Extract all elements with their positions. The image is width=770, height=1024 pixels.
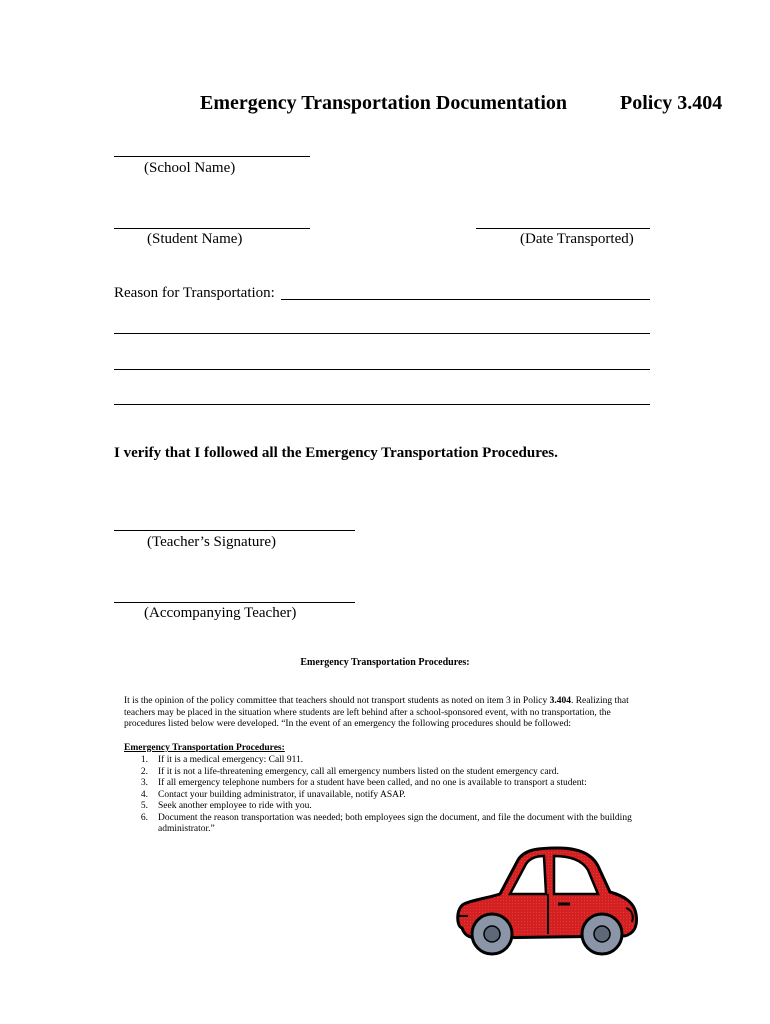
red-car-icon	[448, 842, 648, 962]
list-item-number: 3.	[140, 778, 148, 788]
list-item-text: Contact your building administrator, if unavailable, notify ASAP.	[158, 789, 406, 800]
list-item-text: Seek another employee to ride with you.	[158, 801, 312, 811]
reason-label: Reason for Transportation:	[114, 285, 275, 301]
accompanying-teacher-line[interactable]	[114, 602, 355, 603]
list-item-text: Document the reason transportation was needed; both employees sign the document, and file the document with the building administrator.”	[158, 812, 632, 834]
teacher-signature-label: (Teacher’s Signature)	[147, 534, 277, 550]
intro-text-part1: It is the opinion of the policy committee that teachers should not transport students as noted on item 3 in Policy	[124, 696, 550, 706]
school-name-line[interactable]	[114, 156, 310, 157]
list-item-text: If it is not a life-threatening emergency, call all emergency numbers listed on the student emergency card.	[158, 766, 559, 777]
list-item-number: 4.	[140, 789, 148, 800]
list-item	[124, 813, 644, 836]
list-item-number: 5.	[140, 801, 148, 811]
document-title: Emergency Transportation Documentation	[200, 92, 568, 114]
car-rear-tire	[582, 914, 622, 954]
list-item	[124, 790, 644, 802]
car-front-tire	[472, 914, 512, 954]
reason-line-4[interactable]	[114, 404, 650, 405]
reason-line-2[interactable]	[114, 333, 650, 334]
student-name-label: (Student Name)	[147, 231, 243, 247]
date-transported-line[interactable]	[476, 228, 650, 229]
procedures-heading: Emergency Transportation Procedures:	[300, 657, 470, 668]
procedures-list	[124, 755, 644, 836]
date-transported-label: (Date Transported)	[520, 231, 634, 247]
school-name-label: (School Name)	[144, 160, 236, 176]
teacher-signature-line[interactable]	[114, 530, 355, 531]
list-item-number: 2.	[140, 766, 148, 777]
accompanying-teacher-label: (Accompanying Teacher)	[144, 605, 297, 621]
reason-line-3[interactable]	[114, 369, 650, 370]
procedures-intro	[124, 696, 654, 731]
list-item-number: 1.	[140, 755, 148, 765]
list-item-text: If all emergency telephone numbers for a student have been called, and no one is available to transport a student:	[158, 778, 587, 788]
verify-statement: I verify that I followed all the Emergency Transportation Procedures.	[114, 445, 558, 461]
procedures-list-heading: Emergency Transportation Procedures:	[124, 743, 285, 753]
reason-line-1[interactable]	[281, 299, 650, 300]
policy-number: Policy 3.404	[620, 92, 723, 114]
list-item	[124, 801, 644, 813]
student-name-line[interactable]	[114, 228, 310, 229]
list-item-number: 6.	[140, 812, 148, 823]
list-item-text: If it is a medical emergency: Call 911.	[158, 755, 304, 765]
list-item	[124, 778, 644, 790]
intro-policy-ref: 3.404	[549, 696, 571, 706]
intro-text-part2: . Realizing that teachers may be placed in the situation where students are left behind after a school-sponsored event, with no transportation, the procedures listed below were developed. “In the event of an emergency the following procedures should be followed:	[124, 696, 629, 729]
list-item	[124, 767, 644, 779]
list-item	[124, 755, 644, 767]
